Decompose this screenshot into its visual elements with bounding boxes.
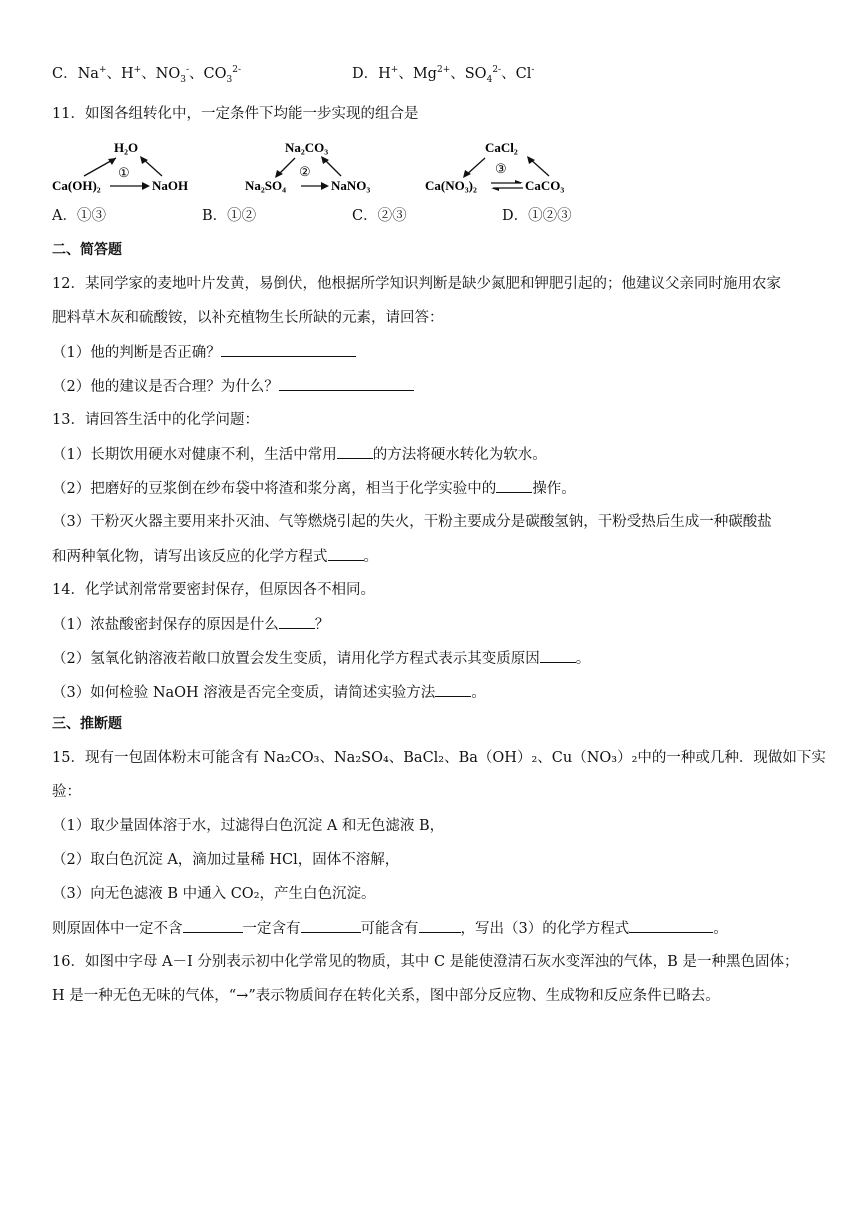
ion-text: 、Mg	[398, 66, 437, 82]
arrow-head	[142, 182, 150, 190]
answer-blank[interactable]	[279, 376, 414, 391]
q14-part1-text-end: ？	[314, 617, 330, 633]
conversion-diagram-1	[50, 138, 230, 198]
q13-part1-text-end: 的方法将硬水转化为软水。	[372, 447, 547, 463]
diagram1-top: H₂O	[114, 140, 139, 155]
q12-part2	[52, 376, 414, 397]
q12-part1	[52, 342, 356, 363]
answer-blank[interactable]	[301, 918, 361, 933]
answer-blank[interactable]	[496, 478, 532, 493]
arrow-head	[321, 182, 329, 190]
arrow-head	[515, 180, 523, 183]
ion-text: 、Cl	[501, 66, 532, 82]
option-d-text: D．H	[352, 66, 391, 82]
diagram1-number: ①	[118, 166, 130, 181]
arrow-head	[491, 188, 499, 191]
diagram2-top: Na₂CO₃	[285, 140, 329, 155]
q15-step2: （2）取白色沉淀 A，滴加过量稀 HCl，固体不溶解，	[52, 852, 400, 868]
ion-text: 、CO	[189, 66, 227, 82]
conversion-diagram-2	[245, 138, 425, 198]
q12-stem-line2: 肥料草木灰和硫酸铵，以补充植物生长所缺的元素，请回答：	[52, 310, 444, 326]
option-c-text: C．Na	[52, 66, 99, 82]
q12-part2-text: （2）他的建议是否合理？为什么？	[52, 379, 279, 395]
q15-text: 。	[713, 921, 728, 937]
answer-blank[interactable]	[435, 682, 471, 697]
diagram1-left: Ca(OH)₂	[52, 178, 101, 193]
q15-text: 可能含有	[360, 921, 419, 937]
answer-blank[interactable]	[221, 342, 356, 357]
q13-part1	[52, 444, 547, 465]
charge: +	[133, 65, 142, 76]
q15-conclusion	[52, 918, 728, 939]
subscript: 4	[486, 74, 493, 85]
answer-blank[interactable]	[279, 614, 315, 629]
ion-text: 、H	[106, 66, 134, 82]
diagram2-left: Na₂SO₄	[245, 178, 287, 193]
q15-stem-line1: 15．现有一包固体粉末可能含有 Na₂CO₃、Na₂SO₄、BaCl₂、Ba（OH）₂、Cu（NO₃）₂中的一种或几种．现做如下实	[52, 750, 826, 766]
q13-part3-text-end: 。	[363, 549, 378, 565]
q15-text: 一定含有	[242, 921, 301, 937]
diagram3-top: CaCl₂	[485, 140, 518, 155]
q11-option-b[interactable]: B．①②	[202, 208, 257, 224]
ion-text: 、NO	[141, 66, 181, 82]
q11-option-d[interactable]: D．①②③	[502, 208, 572, 224]
q15-stem-line2: 验：	[52, 784, 81, 800]
ion-text: 、SO	[450, 66, 487, 82]
q12-part1-text: （1）他的判断是否正确？	[52, 345, 221, 361]
q14-part1	[52, 614, 329, 635]
q14-part2	[52, 648, 590, 669]
charge: +	[390, 65, 399, 76]
q15-text: 则原固体中一定不含	[52, 921, 183, 937]
q14-part3	[52, 682, 486, 703]
q13-part3-text: 和两种氧化物，请写出该反应的化学方程式	[52, 549, 328, 565]
answer-blank[interactable]	[183, 918, 243, 933]
q13-part3-line1: （3）干粉灭火器主要用来扑灭油、气等燃烧引起的失火，干粉主要成分是碳酸氢钠，干粉受热后生成一种碳酸盐	[52, 514, 772, 530]
q15-step3: （3）向无色滤液 B 中通入 CO₂，产生白色沉淀。	[52, 886, 376, 902]
q13-part2	[52, 478, 576, 499]
answer-blank[interactable]	[328, 546, 364, 561]
charge: 2+	[436, 65, 451, 76]
q13-stem: 13．请回答生活中的化学问题：	[52, 412, 259, 428]
q11-option-a[interactable]: A．①③	[52, 208, 106, 224]
q14-part2-text: （2）氢氧化钠溶液若敞口放置会发生变质，请用化学方程式表示其变质原因	[52, 651, 540, 667]
answer-blank[interactable]	[540, 648, 576, 663]
q13-part2-text: （2）把磨好的豆浆倒在纱布袋中将渣和浆分离，相当于化学实验中的	[52, 481, 497, 497]
section-heading-short-answer: 二、简答题	[52, 242, 122, 258]
q15-text: ，写出（3）的化学方程式	[460, 921, 630, 937]
diagram3-number: ③	[495, 162, 507, 177]
answer-blank[interactable]	[419, 918, 461, 933]
q10-option-d[interactable]	[352, 64, 534, 84]
q14-part2-text-end: 。	[575, 651, 591, 667]
section-heading-inference: 三、推断题	[52, 716, 122, 732]
charge: 2-	[232, 65, 242, 76]
q13-part2-text-end: 操作。	[532, 481, 576, 497]
answer-blank[interactable]	[337, 444, 373, 459]
diagram3-right: CaCO₃	[525, 178, 565, 193]
q16-stem-line1: 16．如图中字母 A－I 分别表示初中化学常见的物质，其中 C 是能使澄清石灰水变浑浊的气体，B 是一种黑色固体；	[52, 954, 799, 970]
diagram1-right: NaOH	[152, 178, 189, 193]
q13-part3-line2	[52, 546, 378, 567]
q14-part3-text: （3）如何检验 NaOH 溶液是否完全变质，请简述实验方法	[52, 685, 436, 701]
subscript: 3	[226, 74, 233, 85]
q14-part3-text-end: 。	[471, 685, 486, 701]
diagram2-right: NaNO₃	[331, 178, 371, 193]
answer-blank[interactable]	[629, 918, 713, 933]
q13-part1-text: （1）长期饮用硬水对健康不利，生活中常用	[52, 447, 337, 463]
q16-stem-line2: H 是一种无色无味的气体，“→”表示物质间存在转化关系，图中部分反应物、生成物和反应条件已略去。	[52, 988, 720, 1004]
charge: -	[186, 65, 190, 76]
q14-part1-text: （1）浓盐酸密封保存的原因是什么	[52, 617, 279, 633]
q11-stem: 11．如图各组转化中，一定条件下均能一步实现的组合是	[52, 106, 419, 122]
q10-option-c[interactable]	[52, 64, 241, 84]
q12-stem-line1: 12．某同学家的麦地叶片发黄，易倒伏，他根据所学知识判断是缺少氮肥和钾肥引起的；他建议父亲同时施用农家	[52, 276, 781, 292]
charge: 2-	[492, 65, 502, 76]
q15-step1: （1）取少量固体溶于水，过滤得白色沉淀 A 和无色滤液 B，	[52, 818, 445, 834]
q14-stem: 14．化学试剂常常要密封保存，但原因各不相同。	[52, 582, 375, 598]
q11-option-c[interactable]: C．②③	[352, 208, 407, 224]
charge: +	[98, 65, 107, 76]
subscript: 3	[180, 74, 186, 85]
diagram3-left: Ca(NO₃)₂	[425, 178, 477, 193]
diagram2-number: ②	[299, 165, 311, 180]
charge: -	[531, 65, 535, 76]
conversion-diagram-3	[425, 138, 605, 198]
